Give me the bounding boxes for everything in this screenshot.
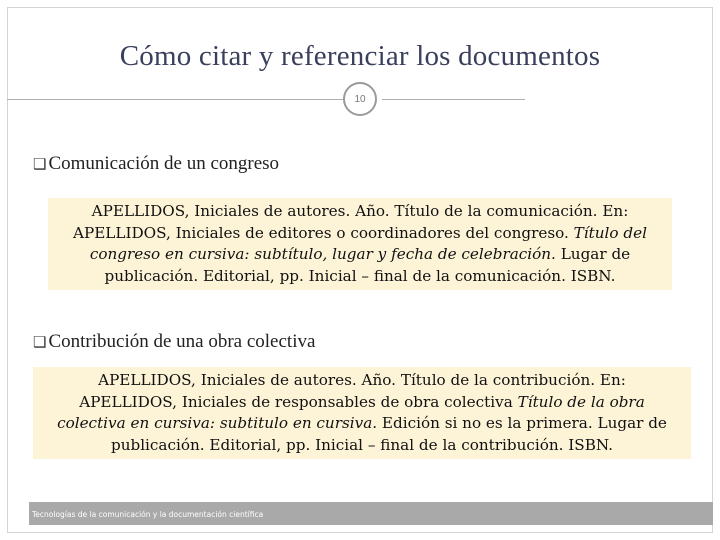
citation-segment: Lugar de	[555, 245, 631, 263]
citation-line	[37, 435, 687, 457]
citation-segment: APELLIDOS, Iniciales de editores o coordinadores del congreso.	[73, 223, 574, 242]
citation-segment: APELLIDOS, Iniciales de autores. Año. Título de la contribución. En:	[98, 371, 626, 389]
bullet-icon: ❑	[33, 335, 47, 351]
citation-segment: publicación. Editorial, pp. Inicial – final de la contribución. ISBN.	[110, 435, 614, 454]
footer-bar	[29, 502, 713, 525]
page-number: 10	[343, 82, 377, 116]
citation-line	[37, 392, 687, 414]
citation-italic-segment: congreso en cursiva: subtítulo, lugar y fecha de celebración.	[89, 245, 556, 263]
citation-segment: APELLIDOS, Iniciales de autores. Año. Título de la comunicación. En:	[91, 202, 629, 220]
citation-line	[52, 201, 668, 223]
bullet-icon: ❑	[33, 157, 47, 173]
section-heading-label: Contribución de una obra colectiva	[48, 331, 316, 352]
citation-italic-segment: Título de la obra	[517, 392, 645, 411]
citation-italic-segment: Título del	[573, 223, 647, 242]
citation-line	[52, 244, 668, 266]
citation-box-congreso	[48, 198, 672, 290]
citation-line	[52, 266, 668, 288]
citation-box-obra-colectiva	[33, 367, 691, 459]
citation-line	[52, 223, 668, 245]
citation-segment: publicación. Editorial, pp. Inicial – final de la comunicación. ISBN.	[104, 266, 616, 285]
section-heading-label: Comunicación de un congreso	[48, 153, 280, 174]
section-heading-obra-colectiva	[33, 331, 315, 353]
footer-text: Tecnologías de la comunicación y la documentación científica	[32, 510, 264, 519]
slide-title: Cómo citar y referenciar los documentos	[119, 40, 601, 72]
title-rule-right	[382, 99, 525, 100]
citation-segment: Edición si no es la primera. Lugar de	[377, 414, 667, 432]
citation-line	[37, 413, 687, 435]
citation-segment: APELLIDOS, Iniciales de responsables de obra colectiva	[79, 392, 518, 411]
section-heading-congreso	[33, 153, 279, 175]
citation-italic-segment: colectiva en cursiva: subtitulo en cursiva.	[57, 414, 378, 432]
citation-line	[37, 370, 687, 392]
title-rule-left	[7, 99, 344, 100]
